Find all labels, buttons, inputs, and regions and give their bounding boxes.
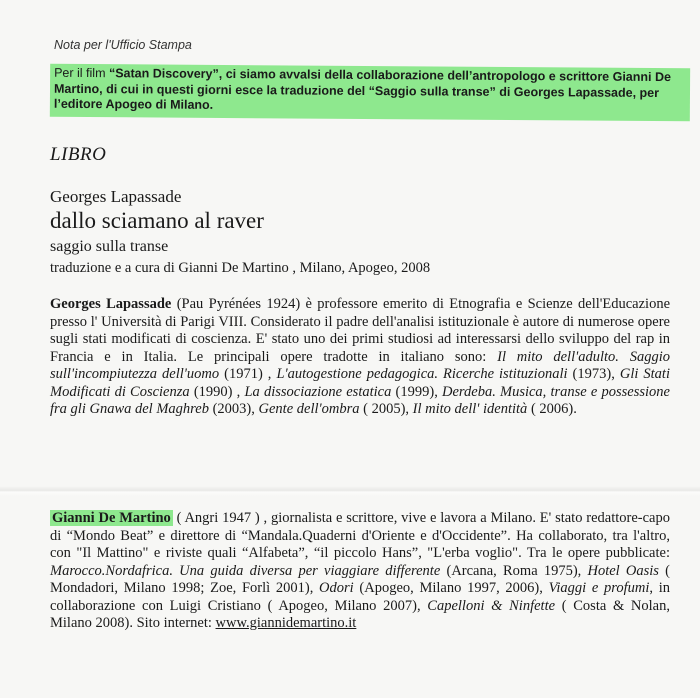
work-title: Capelloni & Ninfette xyxy=(427,597,556,614)
bio-text: (Pau Pyrénées 1924) è professore emerito di Etnografia e Scienze dell'Educazione presso l' Università di Parigi VIII. Considerato il padre dell'analisi istituzionale è autore di numerose opere sugli stati modificati di coscienza. E' stato uno dei primi studiosi ad interessarsi dello sviluppo del rap in Francia e in Italia. Le principali opere tradotte in italiano sono: xyxy=(50,296,671,365)
work-title: Il mito dell'adulto. Saggio sull'incompiutezza dell'uomo xyxy=(50,348,670,382)
work-title: Il mito dell' identità xyxy=(412,401,528,417)
paper-fold-line xyxy=(0,486,700,496)
work-title: Hotel Oasis xyxy=(587,562,659,579)
work-title: Marocco.Nordafrica. Una guida diversa per viaggiare differente xyxy=(50,562,441,579)
work-title: La dissociazione estatica xyxy=(244,383,392,400)
work-title: Gente dell'ombra xyxy=(258,401,360,417)
section-heading: LIBRO xyxy=(50,144,107,165)
book-subtitle: saggio sulla transe xyxy=(50,238,169,255)
bio-text: (Arcana, Roma 1975), xyxy=(440,562,588,579)
bio-text: (1971) , xyxy=(219,366,277,382)
bio-text: (2003), xyxy=(208,401,259,417)
bio-text: , in collaborazione con Luigi Cristiano ( Apogeo, Milano 2007), xyxy=(50,580,671,614)
intro-paragraph xyxy=(50,64,690,121)
bio-text: ( Angri 1947 ) , giornalista e scrittore, vive e lavora a Milano. E' stato redattore-capo di “Mondo Beat” e direttore di “Mandala.Quaderni d'Oriente e d'Occidente”. Ha collaborato, tra l'altro, con "Il Mattino" e riviste quali “Alfabeta”, “il piccolo Hans”, "L'erba voglio". Tra le opere pubblicate: xyxy=(50,510,670,561)
work-title: Odori xyxy=(319,580,354,596)
bio-text: ( Mondadori, Milano 1998; Zoe, Forlì 2001), xyxy=(50,562,671,596)
bio-text: ( 2005), xyxy=(359,401,413,417)
bio-text: (1999), xyxy=(391,383,442,400)
bio-text: ( 2006). xyxy=(527,401,577,417)
bio-lapassade xyxy=(50,296,670,419)
book-title: dallo sciamano al raver xyxy=(50,208,264,233)
bio-text: (1973), xyxy=(567,366,620,382)
book-author: Georges Lapassade xyxy=(50,187,182,206)
bio-text: ( Costa & Nolan, Milano 2008). Sito internet: xyxy=(50,597,670,631)
bio-text: (Apogeo, Milano 1997, 2006), xyxy=(353,580,549,596)
press-office-note: Nota per l'Ufficio Stampa xyxy=(54,38,192,52)
bio-name: Gianni De Martino xyxy=(52,510,171,526)
bio-text: (1990) , xyxy=(189,383,245,400)
work-title: Derdeba. Musica, transe e possessione fra gli Gnawa del Maghreb xyxy=(50,383,670,417)
work-title: Gli Stati Modificati di Coscienza xyxy=(50,366,670,400)
website-link[interactable]: www.giannidemartino.it xyxy=(215,615,357,631)
work-title: Viaggi e profumi xyxy=(548,580,650,596)
book-credit: traduzione e a cura di Gianni De Martino , Milano, Apogeo, 2008 xyxy=(50,260,431,276)
bio-de-martino xyxy=(50,510,670,633)
intro-rest: , ci siamo avvalsi della collaborazione dell’antropologo e scrittore Gianni De Martino, di cui in questi giorni esce la traduzione del “Saggio sulla transe” di Georges Lapassade, per l’editore Apogeo di Milano. xyxy=(53,66,672,112)
film-title: “Satan Discovery” xyxy=(108,66,219,81)
bio-name: Georges Lapassade xyxy=(50,296,172,312)
intro-pre: Per il film xyxy=(54,65,110,81)
work-title: L'autogestione pedagogica. Ricerche istituzionali xyxy=(276,366,568,382)
